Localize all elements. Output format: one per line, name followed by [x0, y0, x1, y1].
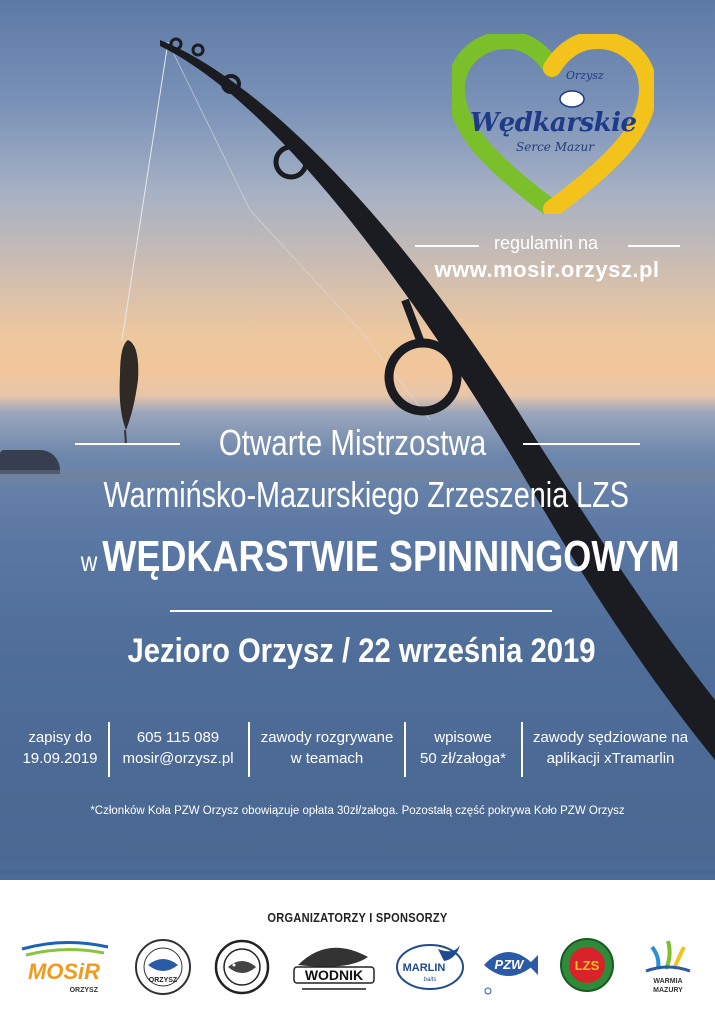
- info-registration-line2: 19.09.2019: [22, 750, 98, 767]
- sponsor-mosir: [16, 935, 112, 997]
- info-separator: [404, 722, 406, 777]
- info-fee-line1: wpisowe: [434, 729, 492, 746]
- sponsor-wodnik: [288, 935, 380, 997]
- sponsor-mosir-name: MOSiR: [27, 959, 101, 984]
- info-fee-line2: 50 zł/załoga*: [420, 750, 506, 767]
- info-registration: [20, 727, 100, 769]
- info-teams-line2: w teamach: [290, 750, 364, 767]
- sponsor-pzw: [478, 935, 540, 997]
- wodnik-logo-icon: [288, 935, 380, 997]
- logo-title: Wędkarskie: [470, 108, 637, 138]
- info-fee: [410, 727, 516, 769]
- divider-line: [415, 245, 479, 247]
- logo-subtitle: Serce Mazur: [516, 140, 594, 154]
- info-judging-line1: zawody sędziowane na: [532, 729, 689, 746]
- decorative-stripe: [0, 862, 715, 870]
- sponsor-marlin-name: MARLIN: [402, 962, 446, 974]
- marlin-logo-icon: [394, 935, 466, 997]
- logo-town: Orzysz: [566, 69, 604, 82]
- fishing-club-badge-icon: [212, 935, 272, 997]
- info-registration-line1: zapisy do: [28, 729, 92, 746]
- sponsor-mosir-sub: ORZYSZ: [69, 987, 98, 994]
- info-separator: [248, 722, 250, 777]
- info-email[interactable]: mosir@orzysz.pl: [122, 750, 234, 767]
- sponsor-mazury-sub: MAZURY: [653, 987, 683, 994]
- sponsor-lzs: [558, 935, 616, 997]
- decorative-stripe: [0, 874, 715, 880]
- info-separator: [521, 722, 523, 777]
- sponsor-lzs-name: LZS: [574, 958, 600, 973]
- warmia-mazury-logo-icon: [638, 935, 698, 997]
- title-line-1: Otwarte Mistrzostwa: [218, 422, 487, 463]
- event-location-date: Jezioro Orzysz / 22 września 2019: [127, 632, 596, 670]
- info-teams-line1: zawody rozgrywane: [260, 729, 394, 746]
- title-line-3-prefix: w: [80, 546, 98, 577]
- title-line-3-main: WĘDKARSTWIE SPINNINGOWYM: [102, 532, 680, 581]
- sponsor-warmia-mazury: [638, 935, 698, 997]
- lure-icon: [120, 340, 139, 444]
- sponsor-wodnik-name: WODNIK: [304, 967, 364, 983]
- info-judging: [528, 727, 693, 769]
- mosir-logo-icon: [16, 935, 112, 997]
- info-contact: [116, 727, 240, 769]
- sponsors-heading: ORGANIZATORZY I SPONSORZY: [267, 910, 448, 925]
- divider-line: [170, 610, 552, 612]
- divider-line: [75, 443, 180, 445]
- sponsor-pzw-kolo-orzysz: [128, 935, 198, 997]
- sponsor-warmia-name: WARMIA: [653, 978, 683, 985]
- pzw-kolo-orzysz-logo-icon: [128, 935, 198, 997]
- info-phone[interactable]: 605 115 089: [136, 729, 220, 746]
- title-line-3: [80, 532, 680, 582]
- fee-footnote: *Członków Koła PZW Orzysz obowiązuje opłata 30zł/załoga. Pozostałą część pokrywa Koło PZW Orzysz: [90, 805, 625, 817]
- sponsor-pzw-name: PZW: [494, 957, 524, 972]
- regulations-link[interactable]: www.mosir.orzysz.pl: [434, 257, 660, 282]
- sponsor-marlin-sub: baits: [423, 977, 437, 983]
- divider-line: [628, 245, 680, 247]
- lzs-logo-icon: [558, 935, 616, 997]
- divider-line: [523, 443, 640, 445]
- sponsor-orzysz-name: ORZYSZ: [148, 977, 178, 984]
- info-separator: [108, 722, 110, 777]
- info-teams: [256, 727, 398, 769]
- sponsor-marlin: [394, 935, 466, 997]
- pzw-logo-icon: [478, 935, 540, 997]
- regulations-label: regulamin na: [493, 233, 599, 253]
- sponsor-fishing-club: [212, 935, 272, 997]
- title-line-2: Warmińsko-Mazurskiego Zrzeszenia LZS: [103, 474, 629, 515]
- info-judging-line2: aplikacji xTramarlin: [546, 750, 675, 767]
